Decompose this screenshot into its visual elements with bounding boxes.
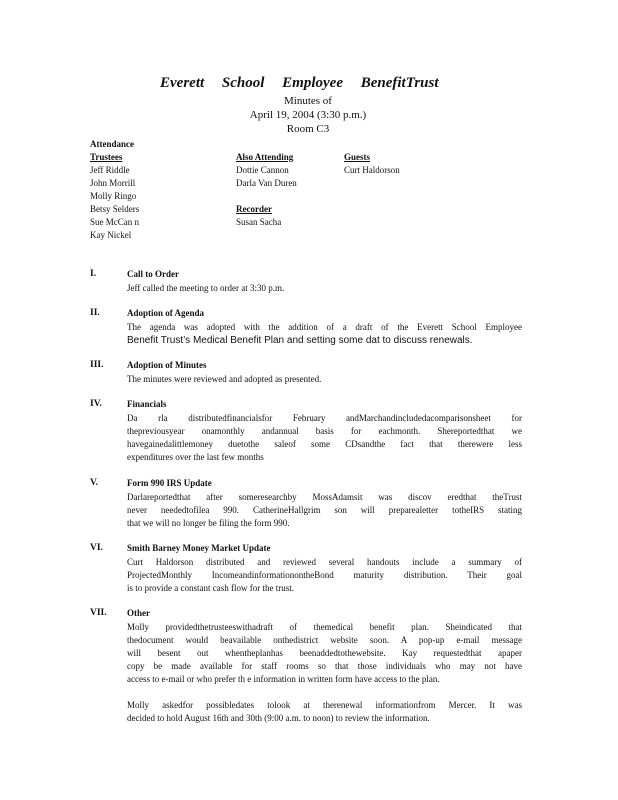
- body-line: Molly askedfor possibledates tolook at therenewal informationfrom Mercer. It was: [127, 700, 522, 710]
- section-heading: Call to Order: [127, 269, 179, 279]
- section-body: [127, 282, 522, 295]
- section-heading: Form 990 IRS Update: [127, 478, 212, 488]
- also-attending-name: Dottie Cannon: [236, 165, 289, 175]
- guest-name: Curt Haldorson: [344, 165, 400, 175]
- trustee-name: John Morrill: [90, 178, 136, 188]
- also-attending-label: Also Attending: [236, 152, 294, 162]
- body-line: will besent out whentheplanhas beenaddedtothewebsite. Kay requestedthat apaper: [127, 648, 522, 658]
- guests-label: Guests: [344, 152, 371, 162]
- body-line: copy be made available for staff rooms so that those individuals who may not have: [127, 661, 522, 671]
- section-number: IV.: [90, 399, 102, 409]
- section-heading: Adoption of Minutes: [127, 360, 207, 370]
- section-number: III.: [90, 360, 104, 370]
- section-body: [127, 412, 522, 464]
- section-heading: Smith Barney Money Market Update: [127, 543, 271, 553]
- meeting-date: April 19, 2004 (3:30 p.m.): [249, 109, 367, 121]
- section-number: VI.: [90, 543, 103, 553]
- body-line: thedocument would beavailable onthedistrict website soon. A pop-up e-mail message: [127, 635, 522, 645]
- also-attending-name: Darla Van Duren: [236, 178, 297, 188]
- section-number: I.: [90, 269, 97, 279]
- trustee-name: Jeff Riddle: [90, 165, 130, 175]
- section-heading: Other: [127, 608, 150, 618]
- section-body: [127, 321, 522, 347]
- body-line: is to provide a constant cash flow for the trust.: [127, 583, 294, 593]
- meeting-room: Room C3: [286, 123, 330, 135]
- body-line: Curt Haldorson distributed and reviewed several handouts include a summary of: [127, 557, 522, 567]
- trustee-name: Kay Nickel: [90, 230, 132, 240]
- section-body-paragraph-2: [127, 699, 522, 725]
- body-line: havegainedalittlemoney duetothe saleof some CDsandthe fact that therewere less: [127, 439, 522, 449]
- trustee-name: Molly Ringo: [90, 191, 137, 201]
- section-number: V.: [90, 478, 99, 488]
- section-number: II.: [90, 308, 100, 318]
- trustee-name: Betsy Selders: [90, 204, 140, 214]
- section-number: VII.: [90, 608, 107, 618]
- body-line: access to e-mail or who prefer th e information in written form have access to the plan.: [127, 674, 440, 684]
- body-line: that we will no longer be filing the form 990.: [127, 518, 290, 528]
- body-line: Molly providedthetrusteeswithadraft of themedical benefit plan. Sheindicated that: [127, 622, 522, 632]
- body-line: Jeff called the meeting to order at 3:30 p.m.: [127, 283, 285, 293]
- body-line: never neededtofilea 990. CatherineHallgrim son will preparealetter totheIRS stating: [127, 505, 522, 515]
- body-line: The minutes were reviewed and adopted as presented.: [127, 374, 322, 384]
- body-line: expenditures over the last few months: [127, 452, 264, 462]
- section-body: [127, 491, 522, 530]
- recorder-name: Susan Sacha: [236, 217, 282, 227]
- section-body: [127, 621, 522, 686]
- section-heading: Adoption of Agenda: [127, 308, 205, 318]
- body-line: decided to hold August 16th and 30th (9:00 a.m. to noon) to review the information.: [127, 713, 430, 723]
- minutes-label: Minutes of: [284, 95, 332, 107]
- attendance-label: Attendance: [90, 139, 134, 149]
- body-line: ProjectedMonthly IncomeandinformationontheBond maturity distribution. Their goal: [127, 570, 522, 580]
- body-line: Benefit Trust’s Medical Benefit Plan and setting some dat to discuss renewals.: [127, 335, 473, 346]
- section-body: [127, 556, 522, 595]
- section-heading: Financials: [127, 399, 167, 409]
- trustee-name: Sue McCan n: [90, 217, 139, 227]
- body-line: Darlareportedthat after someresearchby MossAdamsit was discov eredthat theTrust: [127, 492, 522, 502]
- section-body: [127, 373, 522, 386]
- body-line: thepreviousyear onamonthly andannual basis for eachmonth. Shereportedthat we: [127, 426, 522, 436]
- trustees-label: Trustees: [90, 152, 123, 162]
- body-line: The agenda was adopted with the addition of a draft of the Everett School Employee: [127, 322, 522, 332]
- document-title: Everett School Employee BenefitTrust: [160, 75, 439, 91]
- body-line: Da rla distributedfinancialsfor February andMarchandincludedacomparisonsheet for: [127, 413, 522, 423]
- recorder-label: Recorder: [236, 204, 272, 214]
